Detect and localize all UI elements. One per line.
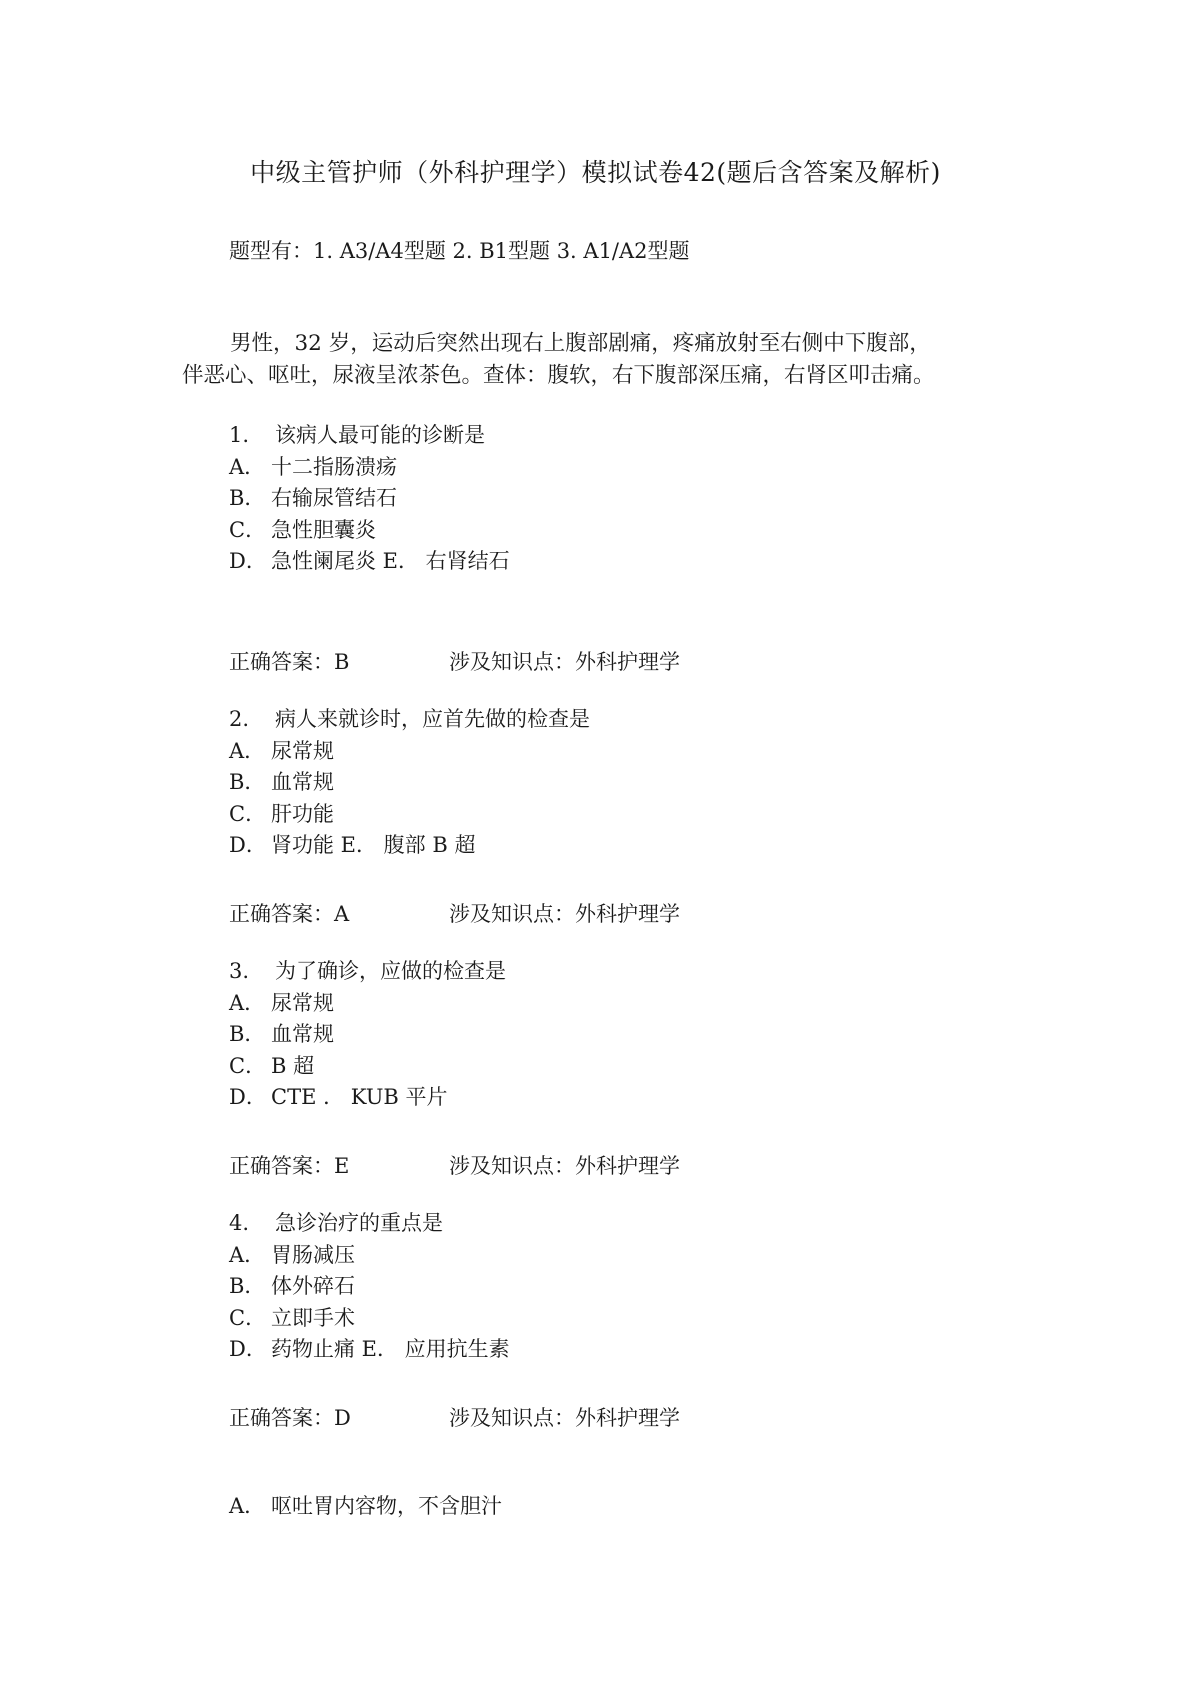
question-stem [229,704,590,736]
question-4 [229,1208,510,1366]
option-text: 急性胆囊炎 [271,517,376,542]
case-line: 伴恶心、呕吐，尿液呈浓茶色。查体：腹软，右下腹部深压痛，右肾区叩击痛。 [182,363,935,388]
option-a [229,452,510,484]
option-d-e [229,546,510,578]
option-b [229,1271,510,1303]
case-description [182,328,1032,392]
option-a [229,988,506,1020]
knowledge-point: 涉及知识点：外科护理学 [449,1406,680,1430]
answer-row-4 [229,1402,680,1432]
option-letter: B． [229,486,266,510]
option-text: 胃肠减压 [271,1242,355,1267]
option-letter: A． [229,454,266,479]
question-2 [229,704,590,862]
option-d-e [229,1334,510,1366]
option-letter: A． [229,990,266,1015]
question-number: 3. [229,959,250,983]
correct-answer: 正确答案：A [229,902,350,926]
answer-row-3 [229,1150,680,1180]
question-number: 2. [229,707,250,731]
question-number: 4. [229,1211,250,1235]
question-3 [229,956,506,1114]
option-a [229,736,590,768]
correct-answer: 正确答案：B [229,650,350,674]
option-b [229,1019,506,1051]
question-stem [229,956,506,988]
option-letter: C． [229,1053,267,1078]
option-letter: D． [229,549,267,573]
option-c [229,1051,506,1083]
option-text: 肾功能 E． 腹部 B 超 [271,833,476,857]
option-c [229,1303,510,1335]
question-text: 急诊治疗的重点是 [275,1211,443,1235]
option-text: 呕吐胃内容物，不含胆汁 [271,1494,502,1518]
option-text: 急性阑尾炎 E． 右肾结石 [271,549,510,573]
option-letter: A． [229,1494,266,1518]
option-text: 右输尿管结石 [271,486,397,510]
option-c [229,799,590,831]
option-text: 尿常规 [271,990,334,1015]
option-letter: C． [229,801,267,826]
option-a [229,1490,502,1520]
option-text: 十二指肠溃疡 [271,454,397,479]
option-letter: B． [229,1022,266,1046]
option-text: CTE ． KUB 平片 [271,1085,448,1109]
question-text: 病人来就诊时，应首先做的检查是 [275,707,590,731]
correct-answer: 正确答案：D [229,1406,351,1430]
answer-row-2 [229,898,680,928]
option-letter: D． [229,1085,267,1109]
option-text: B 超 [271,1053,315,1078]
question-1 [229,420,510,578]
answer-row-1 [229,646,680,676]
option-b [229,483,510,515]
option-text: 尿常规 [271,738,334,763]
document-title: 中级主管护师（外科护理学）模拟试卷42(题后含答案及解析) [250,158,941,187]
option-d-e [229,830,590,862]
option-a [229,1240,510,1272]
case-line: 男性，32 岁，运动后突然出现右上腹部剧痛，疼痛放射至右侧中下腹部， [230,331,931,356]
option-c [229,515,510,547]
option-text: 体外碎石 [271,1274,355,1298]
question-types: 题型有：1. A3/A4型题 2. B1型题 3. A1/A2型题 [229,239,690,263]
knowledge-point: 涉及知识点：外科护理学 [449,650,680,674]
option-letter: B． [229,1274,266,1298]
knowledge-point: 涉及知识点：外科护理学 [449,1154,680,1178]
question-text: 该病人最可能的诊断是 [275,423,485,447]
option-text: 血常规 [271,770,334,794]
option-letter: C． [229,1305,267,1330]
option-text: 血常规 [271,1022,334,1046]
option-letter: D． [229,833,267,857]
option-d-e [229,1082,506,1114]
question-stem [229,420,510,452]
option-b [229,767,590,799]
question-stem [229,1208,510,1240]
option-text: 药物止痛 E． 应用抗生素 [271,1337,510,1361]
knowledge-point: 涉及知识点：外科护理学 [449,902,680,926]
correct-answer: 正确答案：E [229,1154,350,1178]
question-text: 为了确诊，应做的检查是 [275,959,506,983]
option-text: 立即手术 [271,1305,355,1330]
option-letter: A． [229,1242,266,1267]
option-letter: A． [229,738,266,763]
option-letter: C． [229,517,267,542]
option-text: 肝功能 [271,801,334,826]
question-number: 1. [229,423,250,447]
option-letter: D． [229,1337,267,1361]
option-letter: B． [229,770,266,794]
